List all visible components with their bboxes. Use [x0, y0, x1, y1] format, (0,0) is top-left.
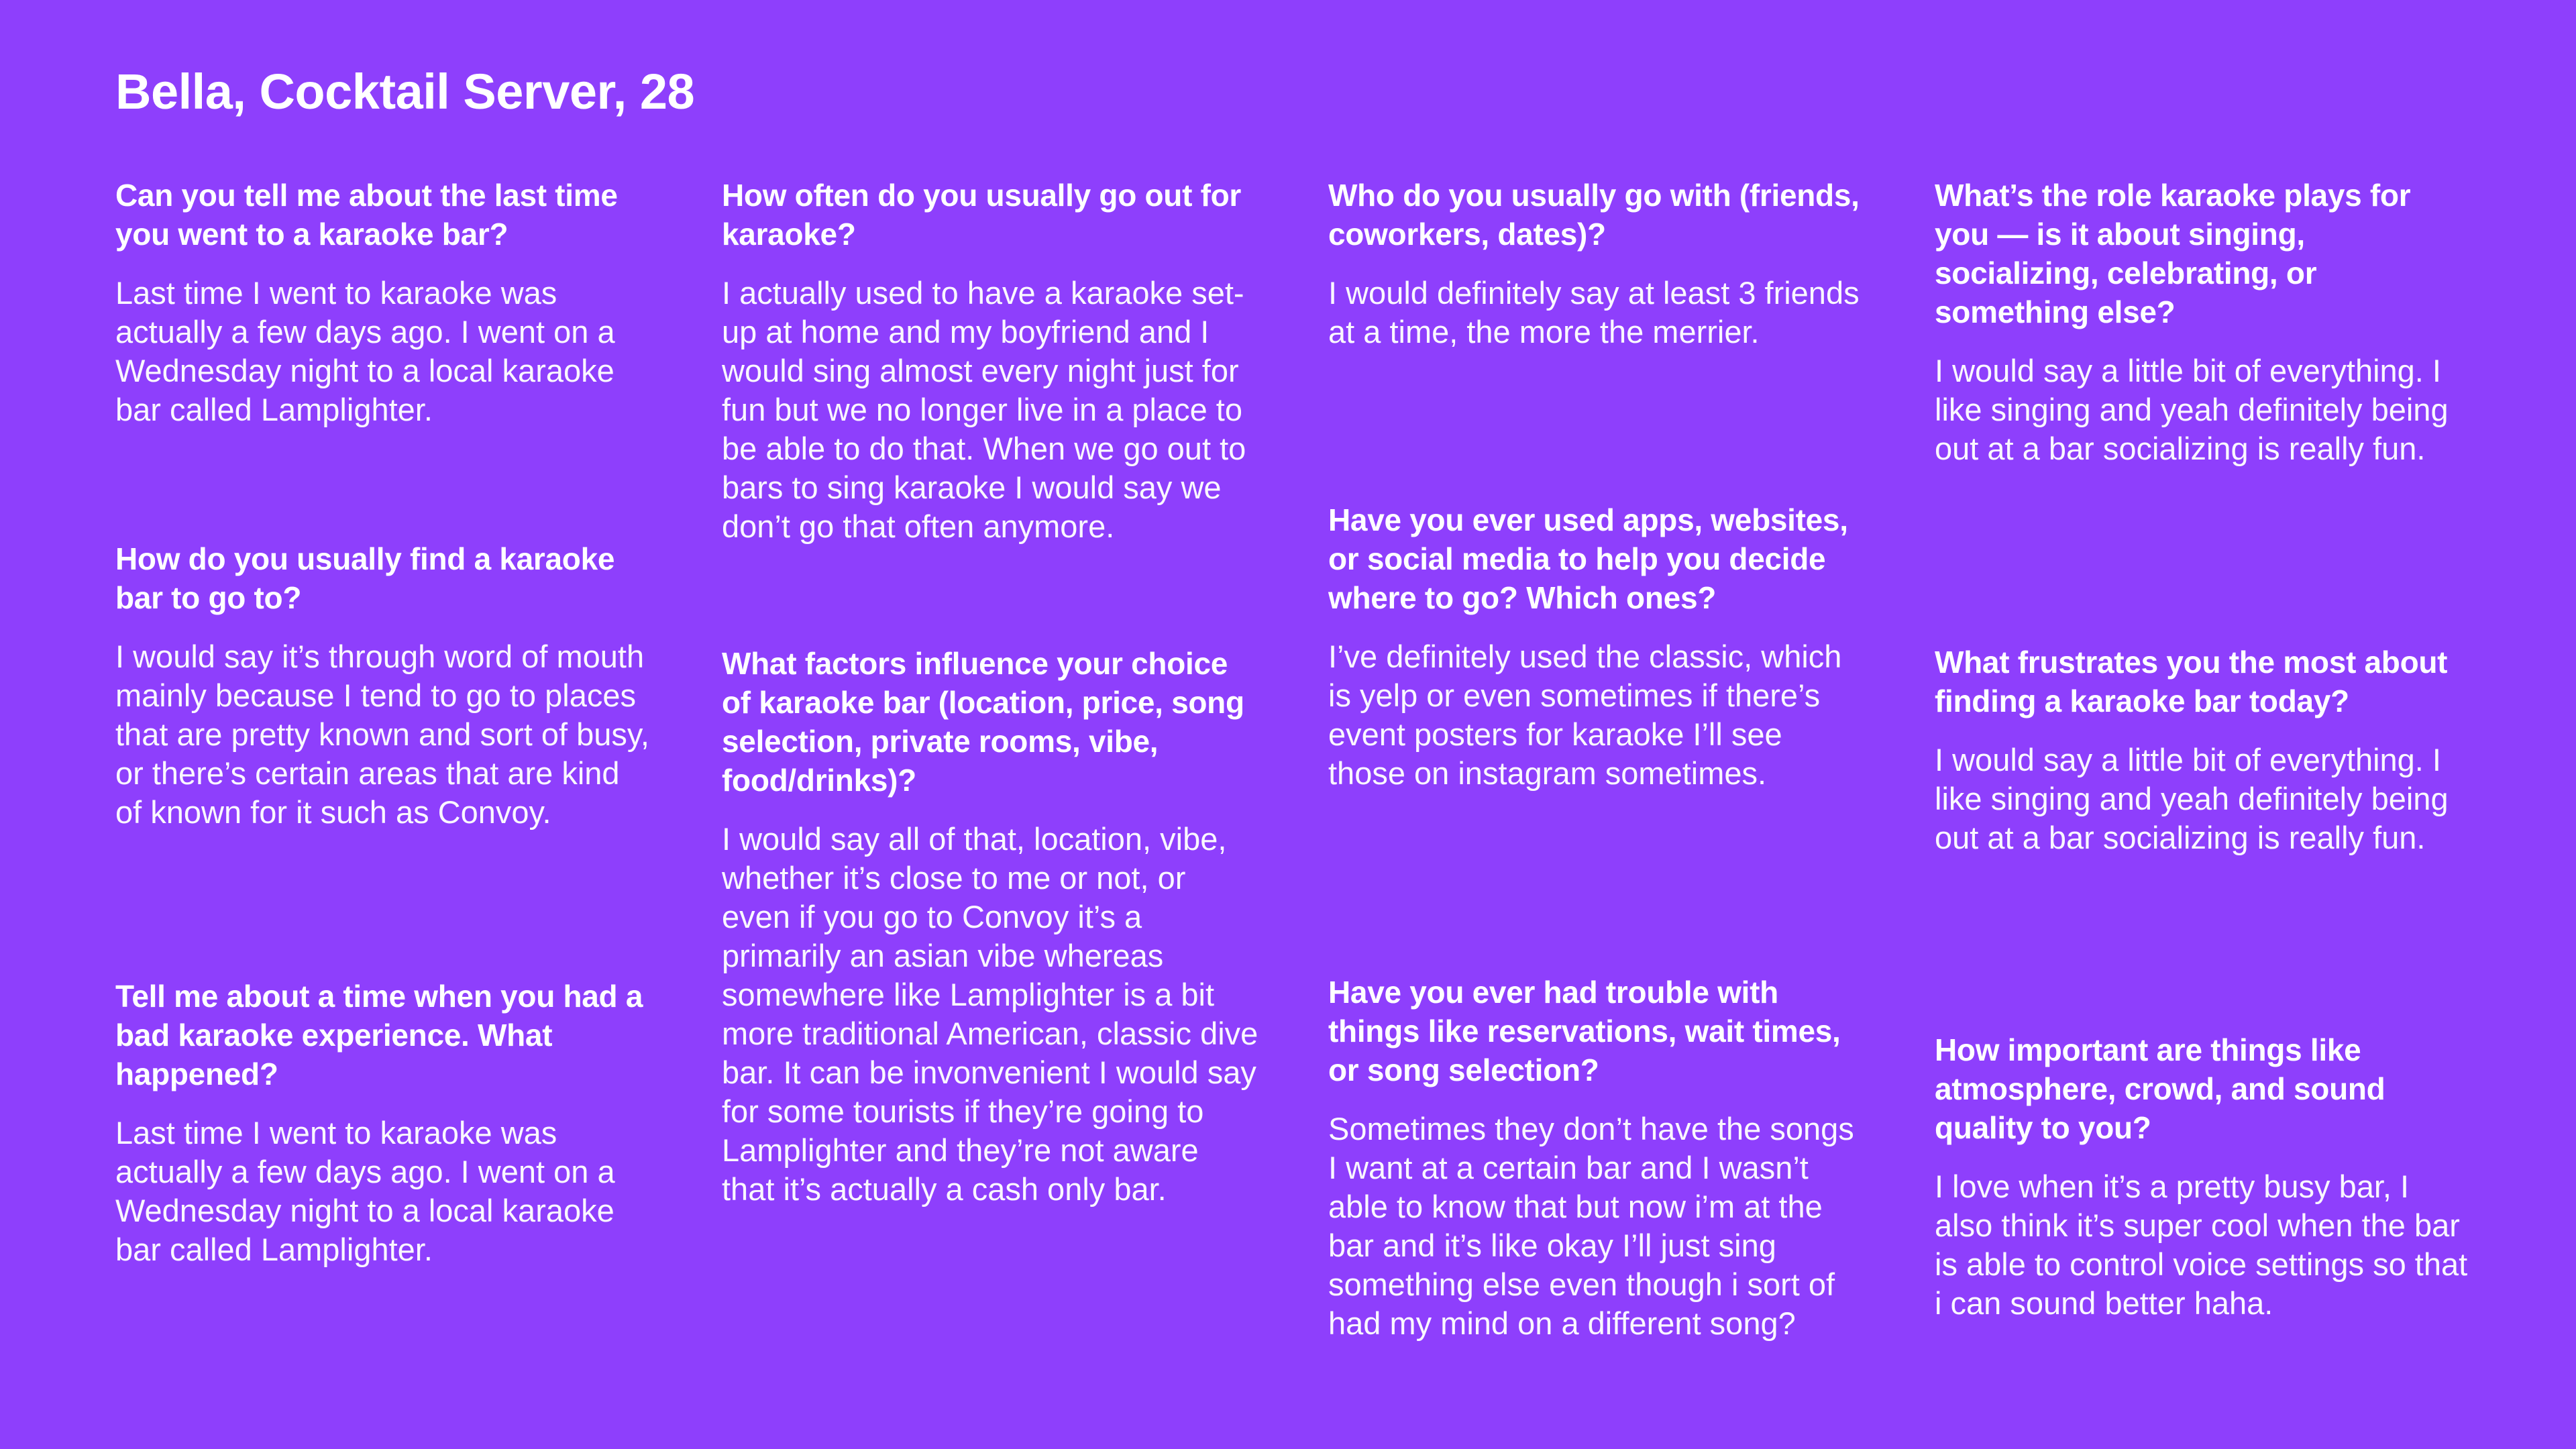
qa-block-bad-experience: [115, 977, 652, 1269]
answer: I actually used to have a karaoke set-up at home and my boyfriend and I would sing almost every night just for fun but we no longer live in a place to be able to do that. When we go out to bars to sing karaoke I would say we don’t go that often anymore.: [722, 275, 1246, 544]
answer: Last time I went to karaoke was actually a few days ago. I went on a Wednesday night to a local karaoke bar called Lamplighter.: [115, 275, 615, 427]
qa-block-frustrations: [1935, 643, 2471, 857]
qa-block-atmosphere: [1935, 1030, 2471, 1323]
answer: I would say a little bit of everything. I like singing and yeah definitely being out at a bar socializing is really fun.: [1935, 742, 2449, 855]
answer: Last time I went to karaoke was actually a few days ago. I went on a Wednesday night to a local karaoke bar called Lamplighter.: [115, 1115, 615, 1267]
question: Have you ever used apps, websites, or social media to help you decide where to go? Which ones?: [1328, 502, 1848, 615]
qa-block-trouble: [1328, 973, 1865, 1343]
question: Have you ever had trouble with things like reservations, wait times, or song selection?: [1328, 975, 1841, 1087]
question: Who do you usually go with (friends, coworkers, dates)?: [1328, 178, 1860, 252]
question: What frustrates you the most about finding a karaoke bar today?: [1935, 645, 2448, 718]
question: How often do you usually go out for karaoke?: [722, 178, 1241, 252]
question: Tell me about a time when you had a bad karaoke experience. What happened?: [115, 979, 643, 1091]
question: What factors influence your choice of karaoke bar (location, price, song selection, private rooms, vibe, food/drinks)?: [722, 646, 1244, 798]
answer: I’ve definitely used the classic, which is yelp or even sometimes if there’s event posters for karaoke I’ll see those on instagram sometimes.: [1328, 639, 1842, 791]
question: How do you usually find a karaoke bar to go to?: [115, 541, 615, 615]
qa-block-companions: [1328, 176, 1865, 352]
question: Can you tell me about the last time you went to a karaoke bar?: [115, 178, 618, 252]
question: What’s the role karaoke plays for you — is it about singing, socializing, celebrating, or something else?: [1935, 178, 2411, 329]
question: How important are things like atmosphere, crowd, and sound quality to you?: [1935, 1032, 2385, 1145]
qa-block-apps: [1328, 500, 1865, 793]
answer: Sometimes they don’t have the songs I want at a certain bar and I wasn’t able to know that but now i’m at the bar and it’s like okay I’ll just sing something else even though i sort of had my mind on a different song?: [1328, 1111, 1854, 1341]
page-title: Bella, Cocktail Server, 28: [115, 64, 695, 119]
answer: I would say all of that, location, vibe, whether it’s close to me or not, or even if you go to Convoy it’s a primarily an asian vibe whereas somewhere like Lamplighter is a bit more traditional American, classic dive bar. It can be invonvenient I would say for some tourists if they’re going to Lamplighter and they’re not aware that it’s actually a cash only bar.: [722, 821, 1258, 1207]
qa-block-factors: [722, 644, 1258, 1209]
answer: I would definitely say at least 3 friends at a time, the more the merrier.: [1328, 275, 1860, 350]
qa-block-role: [1935, 176, 2471, 468]
qa-block-frequency: [722, 176, 1258, 546]
answer: I would say it’s through word of mouth mainly because I tend to go to places that are pretty known and sort of busy, or there’s certain areas that are kind of known for it such as Convoy.: [115, 639, 649, 830]
qa-block-last-visit: [115, 176, 652, 429]
qa-block-finding-bar: [115, 539, 652, 832]
answer: I would say a little bit of everything. I like singing and yeah definitely being out at a bar socializing is really fun.: [1935, 353, 2449, 466]
answer: I love when it’s a pretty busy bar, I also think it’s super cool when the bar is able to control voice settings so that i can sound better haha.: [1935, 1169, 2468, 1321]
